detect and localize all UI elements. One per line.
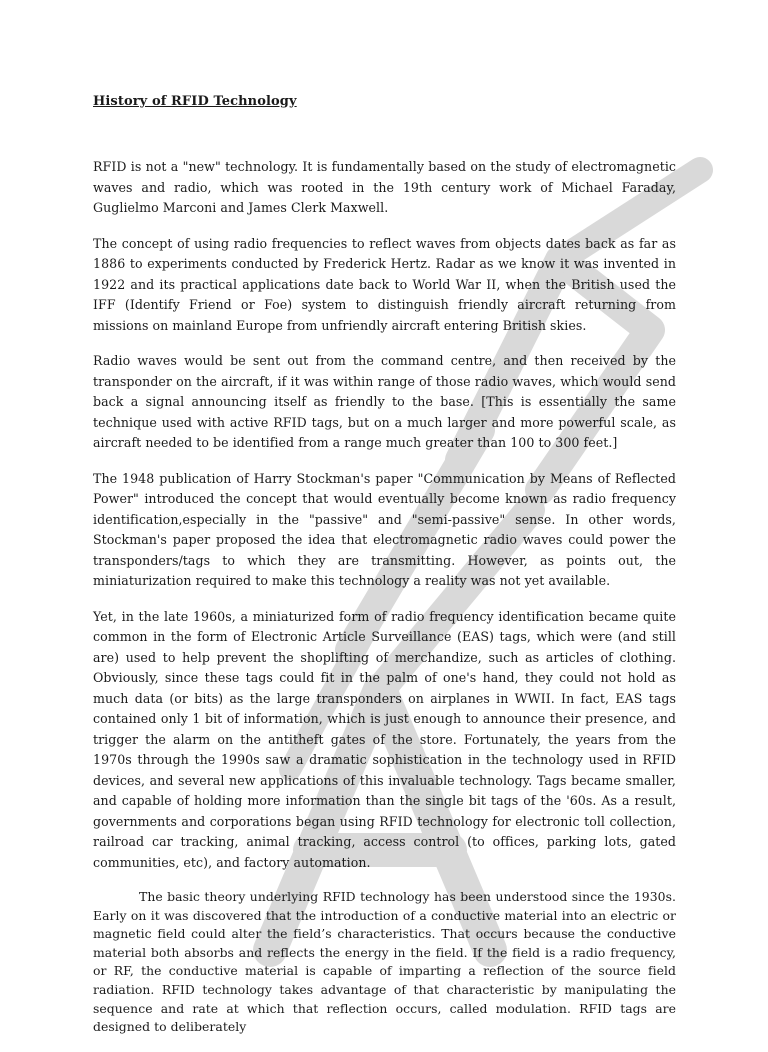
document-title: History of RFID Technology [93, 94, 297, 109]
paragraph: The concept of using radio frequencies to reflect waves from objects dates back as far as 1886 to experiments conducted by Frederick Hertz. Radar as we know it was invented in 1922 and its practical applications date back to World War II, when the British used the IFF (Identify Friend or Foe) system to distinguish friendly aircraft returning from missions on mainland Europe from unfriendly aircraft entering British skies. [93, 235, 676, 333]
paragraph: Radio waves would be sent out from the command centre, and then received by the transponder on the aircraft, if it was within range of those radio waves, which would send back a signal announcing itself as friendly to the base. [This is essentially the same technique used with active RFID tags, but on a much larger and more powerful scale, as aircraft needed to be identified from a range much greater than 100 to 300 feet.] [93, 353, 676, 450]
paragraph: The basic theory underlying RFID technology has been understood since the 1930s. Early on it was discovered that the introduction of a conductive material into an electric or magnetic field could alter the field’s characteristics. That occurs because the conductive material both absorbs and reflects the energy in the field. If the field is a radio frequency, or RF, the conductive material is capable of imparting a reflection of the source field radiation. RFID technology takes advantage of that characteristic by manipulating the sequence and rate at which that reflection occurs, called modulation. RFID tags are designed to deliberately [93, 889, 676, 1035]
document-page [93, 94, 676, 1052]
paragraph: Yet, in the late 1960s, a miniaturized form of radio frequency identification became quite common in the form of Electronic Article Surveillance (EAS) tags, which were (and still are) used to help prevent the shoplifting of merchandize, such as articles of clothing. Obviously, since these tags could fit in the palm of one's hand, they could not hold as much data (or bits) as the large transponders on airplanes in WWII. In fact, EAS tags contained only 1 bit of information, which is just enough to announce their presence, and trigger the alarm on the antitheft gates of the store. Fortunately, the years from the 1970s through the 1990s saw a dramatic sophistication in the technology used in RFID devices, and several new applications of this invaluable technology. Tags became smaller, and capable of holding more information than the single bit tags of the '60s. As a result, governments and corporations began using RFID technology for electronic toll collection, railroad car tracking, animal tracking, access control (to offices, parking lots, gated communities, etc), and factory automation. [93, 608, 676, 870]
paragraph: The 1948 publication of Harry Stockman's paper "Communication by Means of Reflected Power" introduced the concept that would eventually become known as radio frequency identification,especially in the "passive" and "semi-passive" sense. In other words, Stockman's paper proposed the idea that electromagnetic radio waves could power the transponders/tags to which they are transmitting. However, as points out, the miniaturization required to make this technology a reality was not yet available. [93, 470, 676, 588]
paragraph: RFID is not a "new" technology. It is fundamentally based on the study of electromagnetic waves and radio, which was rooted in the 19th century work of Michael Faraday, Guglielmo Marconi and James Clerk Maxwell. [93, 159, 676, 215]
